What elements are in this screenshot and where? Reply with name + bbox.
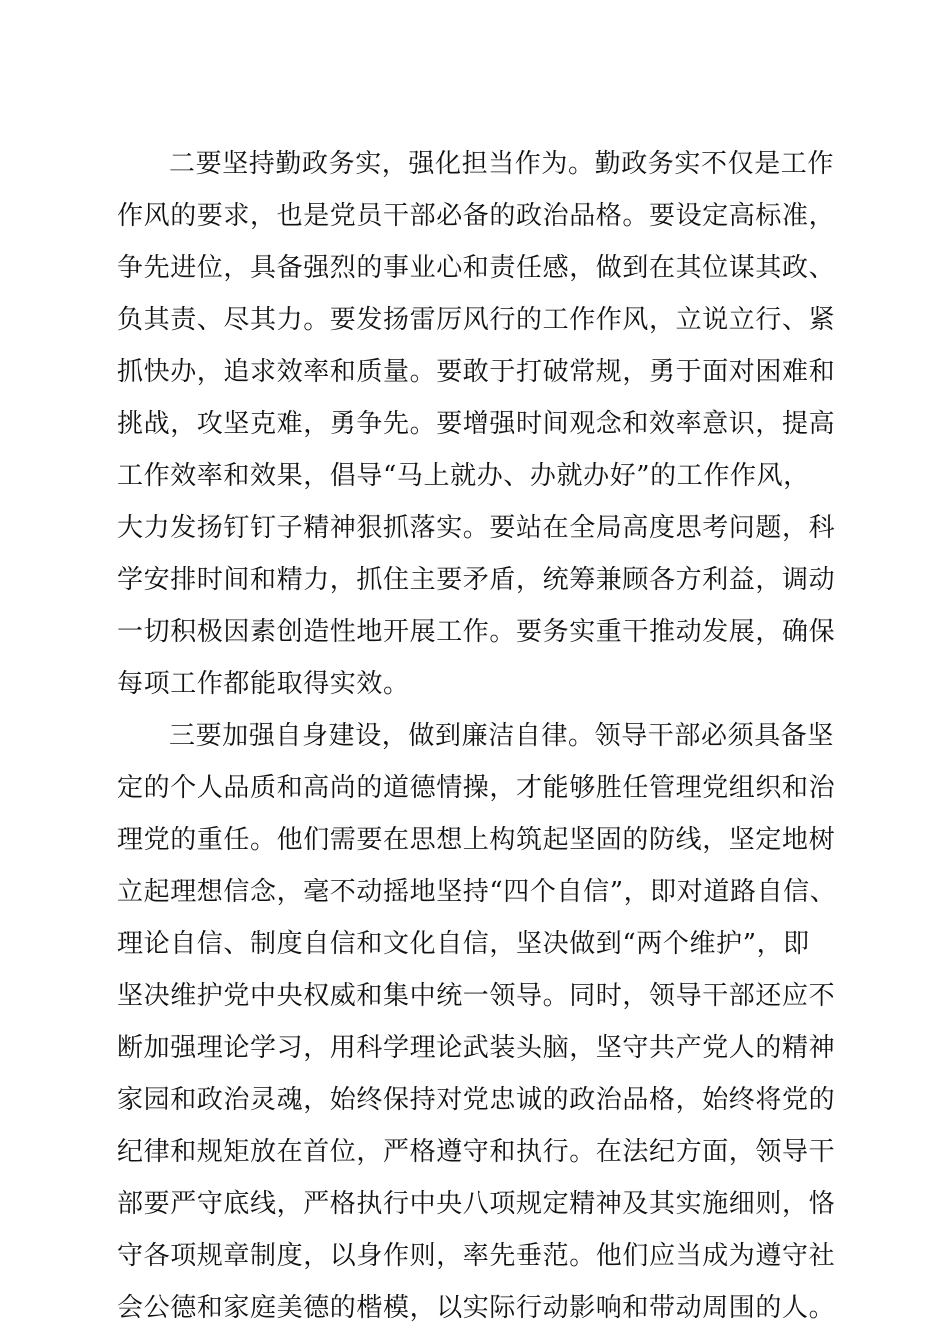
paragraph-2 [117,138,836,710]
text-line: 作风的要求，也是党员干部必备的政治品格。要设定高标准， [117,201,836,231]
text-line: 坚决维护党中央权威和集中统一领导。同时，领导干部还应不 [117,981,836,1011]
text-line: 一切积极因素创造性地开展工作。要务实重干推动发展，确保 [117,617,836,647]
text-line: 纪律和规矩放在首位，严格遵守和执行。在法纪方面，领导干 [117,1137,836,1167]
text-line: 立起理想信念，毫不动摇地坚持“四个自信”，即对道路自信、 [117,877,837,907]
text-line: 学安排时间和精力，抓住主要矛盾，统筹兼顾各方利益，调动 [117,565,836,595]
paragraph-3 [117,710,837,1334]
text-line: 三要加强自身建设，做到廉洁自律。领导干部必须具备坚 [169,721,835,751]
text-line: 每项工作都能取得实效。 [117,669,410,699]
document-body [117,138,837,1334]
text-line: 断加强理论学习，用科学理论武装头脑，坚守共产党人的精神 [117,1033,836,1063]
text-line: 会公德和家庭美德的楷模，以实际行动影响和带动周围的人。 [117,1293,836,1323]
text-line: 大力发扬钉钉子精神狠抓落实。要站在全局高度思考问题，科 [117,513,836,543]
text-line: 负其责、尽其力。要发扬雷厉风行的工作作风，立说立行、紧 [117,305,836,335]
text-line: 争先进位，具备强烈的事业心和责任感，做到在其位谋其政、 [117,253,836,283]
text-line: 抓快办，追求效率和质量。要敢于打破常规，勇于面对困难和 [117,357,836,387]
text-line: 家园和政治灵魂，始终保持对党忠诚的政治品格，始终将党的 [117,1085,836,1115]
text-line: 守各项规章制度，以身作则，率先垂范。他们应当成为遵守社 [117,1241,836,1271]
text-line: 工作效率和效果，倡导“马上就办、办就办好”的工作作风， [117,461,810,491]
text-line: 定的个人品质和高尚的道德情操，才能够胜任管理党组织和治 [117,773,836,803]
text-line: 二要坚持勤政务实，强化担当作为。勤政务实不仅是工作 [169,149,835,179]
text-line: 理党的重任。他们需要在思想上构筑起坚固的防线，坚定地树 [117,825,836,855]
text-line: 挑战，攻坚克难，勇争先。要增强时间观念和效率意识，提高 [117,409,836,439]
text-line: 理论自信、制度自信和文化自信，坚决做到“两个维护”，即 [117,929,810,959]
text-line: 部要严守底线，严格执行中央八项规定精神及其实施细则，恪 [117,1189,836,1219]
